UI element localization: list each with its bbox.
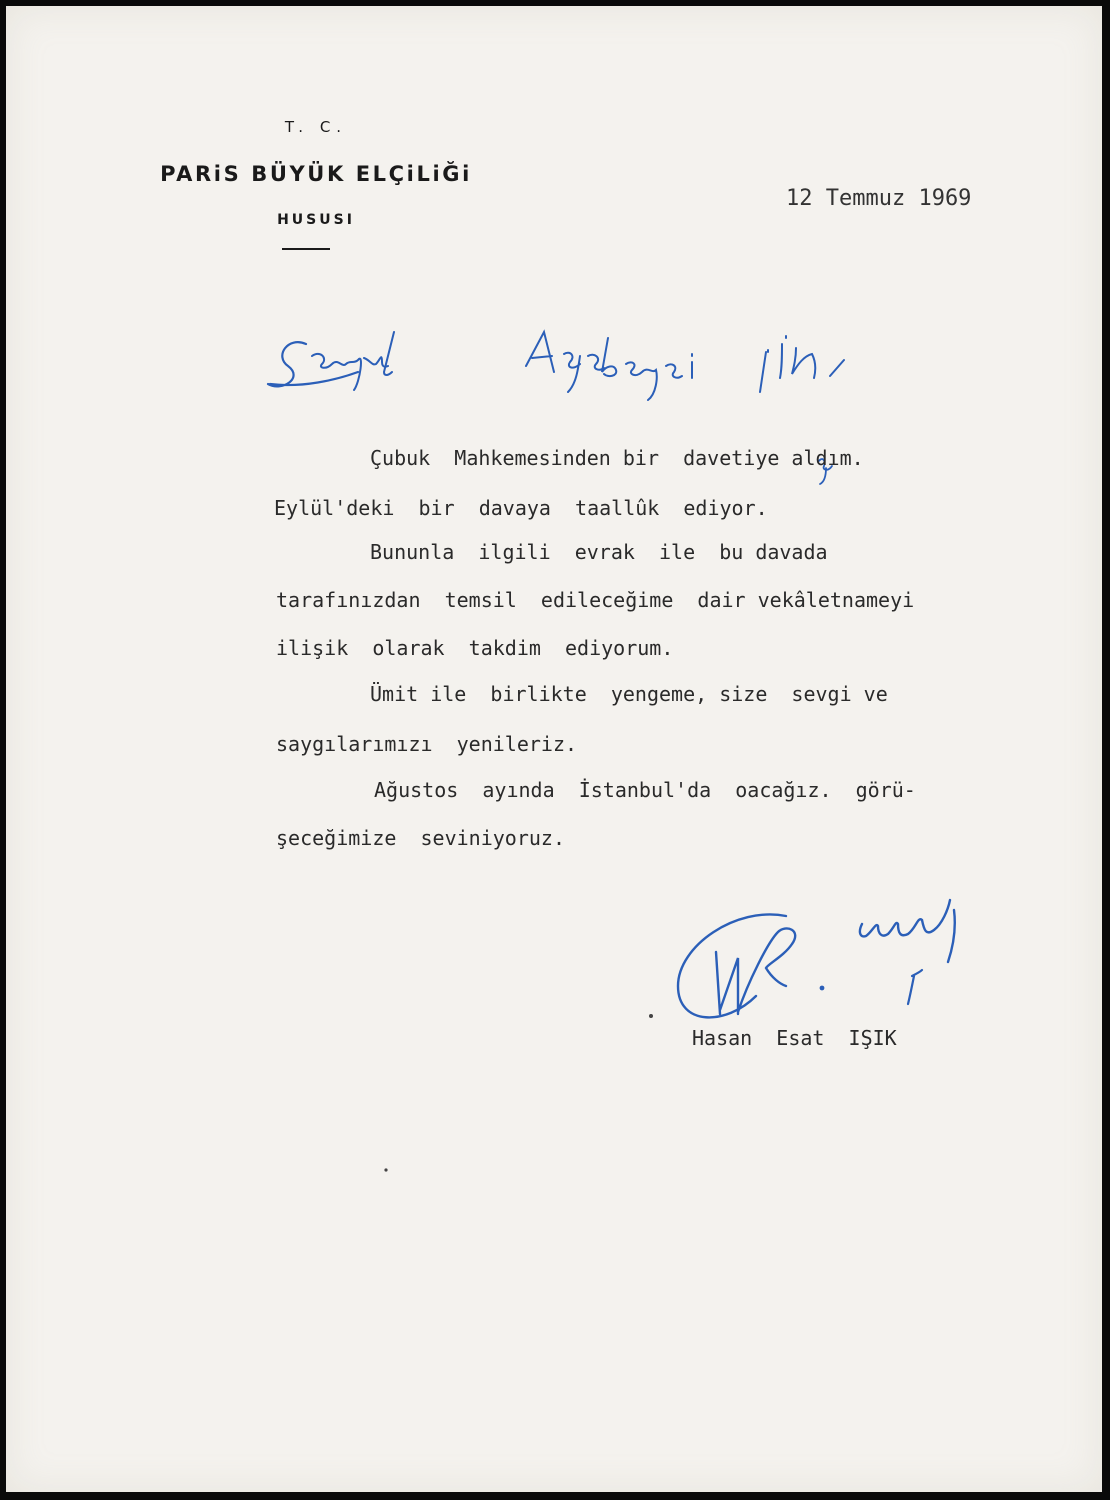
body-line-5: ilişik olarak takdim ediyorum. — [276, 636, 674, 660]
signatory-name: Hasan Esat IŞIK — [692, 1026, 897, 1050]
body-line-6: Ümit ile birlikte yengeme, size sevgi ve — [370, 682, 888, 706]
letterhead-state: T. C. — [284, 118, 348, 136]
body-line-9: şeceğimize seviniyoruz. — [276, 826, 565, 850]
signature — [678, 900, 955, 1017]
letterhead-embassy: PARiS BÜYÜK ELÇiLiĞi — [160, 162, 472, 186]
salutation-handwritten — [268, 332, 844, 400]
body-line-2: Eylül'deki bir davaya taallûk ediyor. — [274, 496, 768, 520]
body-line-1: Çubuk Mahkemesinden bir davetiye aldım. — [370, 446, 864, 470]
body-line-8: Ağustos ayında İstanbul'da oacağız. görü- — [374, 778, 916, 802]
body-line-3: Bununla ilgili evrak ile bu davada — [370, 540, 828, 564]
letter-sheet — [6, 6, 1102, 1492]
body-line-7: saygılarımızı yenileriz. — [276, 732, 578, 756]
ink-speck — [384, 1168, 387, 1171]
letter-date: 12 Temmuz 1969 — [786, 186, 972, 211]
ink-speck — [649, 1014, 653, 1018]
body-line-4: tarafınızdan temsil edileceğime dair vekâletnameyi — [276, 588, 915, 612]
letterhead-classification: HUSUSI — [277, 212, 355, 228]
letterhead-rule — [282, 248, 330, 250]
